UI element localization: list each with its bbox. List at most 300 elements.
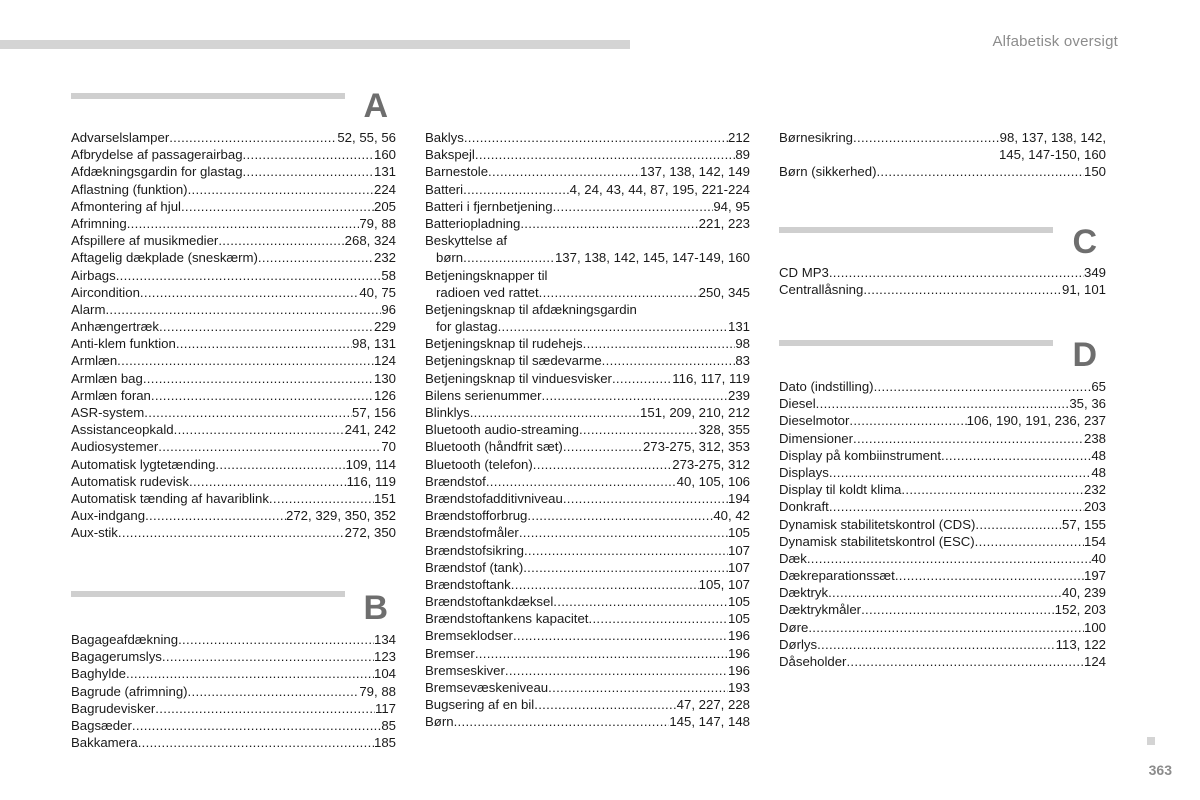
entry-term: Brændstoftank bbox=[425, 576, 511, 592]
index-entry bbox=[779, 264, 1106, 281]
index-entry bbox=[425, 146, 750, 163]
entry-term: Brændstof bbox=[425, 473, 486, 489]
dot-leader bbox=[218, 232, 344, 249]
dot-leader bbox=[132, 717, 381, 734]
entry-term: Armlæn bag bbox=[71, 370, 143, 386]
index-entry bbox=[71, 648, 396, 665]
dot-leader bbox=[817, 636, 1056, 653]
dot-leader bbox=[612, 370, 672, 387]
entry-pages: 349 bbox=[1083, 265, 1106, 280]
entry-term: Dæktrykmåler bbox=[779, 602, 862, 618]
index-entry bbox=[71, 318, 396, 335]
entry-term: børn bbox=[436, 250, 464, 266]
entry-pages: 196 bbox=[727, 662, 750, 678]
index-entry bbox=[779, 481, 1106, 498]
index-entry bbox=[425, 662, 750, 679]
dot-leader bbox=[849, 412, 966, 429]
dot-leader bbox=[243, 146, 374, 163]
dot-leader bbox=[579, 421, 699, 438]
entry-term: Bagagerumslys bbox=[71, 649, 162, 665]
index-entry bbox=[71, 163, 396, 180]
entry-term: Brændstofadditivniveau bbox=[425, 490, 563, 506]
dot-leader bbox=[464, 129, 728, 146]
index-entry bbox=[425, 713, 750, 730]
index-entry bbox=[779, 412, 1106, 429]
index-entry bbox=[71, 421, 396, 438]
entry-pages: 238 bbox=[1083, 430, 1106, 446]
dot-leader bbox=[901, 481, 1084, 498]
entry-pages: 197 bbox=[1083, 568, 1106, 584]
entry-pages: 151 bbox=[373, 490, 396, 506]
index-entry bbox=[71, 717, 396, 734]
entry-pages: 48 bbox=[1091, 447, 1106, 463]
entry-pages: 205 bbox=[373, 198, 396, 214]
entry-term: Display til koldt klima bbox=[779, 482, 902, 498]
dot-leader bbox=[534, 696, 676, 713]
dot-leader bbox=[588, 610, 728, 627]
index-entry bbox=[425, 542, 750, 559]
index-entry bbox=[71, 181, 396, 198]
dot-leader bbox=[189, 473, 347, 490]
dot-leader bbox=[816, 395, 1070, 412]
dot-leader bbox=[105, 301, 381, 318]
entry-term: Bakspejl bbox=[425, 147, 475, 163]
entry-term: Aflastning (funktion) bbox=[71, 181, 188, 197]
entry-pages: 57, 155 bbox=[1062, 516, 1106, 532]
entry-pages: 272, 350 bbox=[344, 525, 396, 541]
section-letter-c: C bbox=[1072, 223, 1097, 261]
entry-term: Dato (indstilling) bbox=[779, 379, 874, 394]
index-entry bbox=[425, 284, 750, 301]
index-entry bbox=[425, 335, 750, 352]
entry-term: Betjeningsknap til vinduesvisker bbox=[425, 370, 612, 386]
entry-pages: 134 bbox=[373, 632, 396, 647]
dot-leader bbox=[143, 370, 374, 387]
dot-leader bbox=[975, 533, 1084, 550]
index-entry bbox=[71, 683, 396, 700]
entry-term: Dynamisk stabilitetskontrol (ESC) bbox=[779, 533, 975, 549]
entry-term: Brændstofforbrug bbox=[425, 508, 528, 524]
entry-pages: 229 bbox=[373, 319, 396, 335]
dot-leader bbox=[126, 665, 374, 682]
index-entry bbox=[71, 301, 396, 318]
index-entry bbox=[71, 524, 396, 541]
index-entry bbox=[425, 163, 750, 180]
index-entry bbox=[779, 163, 1106, 180]
entry-term: Displays bbox=[779, 464, 829, 480]
entry-term: Airbags bbox=[71, 267, 116, 283]
dot-leader bbox=[874, 378, 1092, 395]
index-entry bbox=[425, 249, 750, 266]
entry-term: Bluetooth (telefon) bbox=[425, 456, 533, 472]
entry-term: Brændstoftankdæksel bbox=[425, 594, 554, 610]
entry-term: Betjeningsknapper til bbox=[425, 267, 548, 283]
entry-pages: 221, 223 bbox=[698, 215, 750, 231]
entry-term: Advarselslamper bbox=[71, 130, 170, 145]
entry-term: Armlæn foran bbox=[71, 387, 151, 403]
dot-leader bbox=[563, 438, 643, 455]
entry-term: Bagrude (afrimning) bbox=[71, 683, 188, 699]
entry-term: Bremsevæskeniveau bbox=[425, 680, 549, 695]
index-entry bbox=[71, 438, 396, 455]
entry-term: Bremseskiver bbox=[425, 662, 505, 678]
entry-pages: 273-275, 312 bbox=[672, 456, 750, 472]
entry-pages: 185 bbox=[373, 735, 396, 751]
entry-pages: 85 bbox=[381, 717, 396, 733]
entry-term: Afspillere af musikmedier bbox=[71, 233, 219, 249]
dot-leader bbox=[807, 550, 1091, 567]
entry-pages: 47, 227, 228 bbox=[676, 697, 750, 713]
entry-pages: 203 bbox=[1083, 499, 1106, 515]
entry-pages: 126 bbox=[373, 387, 396, 403]
entry-pages: 105, 107 bbox=[698, 576, 750, 592]
index-entry bbox=[425, 593, 750, 610]
entry-pages: 40 bbox=[1091, 550, 1106, 566]
dot-leader bbox=[975, 516, 1062, 533]
dot-leader bbox=[828, 584, 1062, 601]
entry-term: Afmontering af hjul bbox=[71, 198, 181, 214]
dot-leader bbox=[829, 464, 1091, 481]
dot-leader bbox=[829, 264, 1084, 281]
index-list-b-mid bbox=[425, 129, 750, 731]
dot-leader bbox=[548, 679, 728, 696]
section-rule bbox=[779, 227, 1053, 233]
dot-leader bbox=[159, 318, 374, 335]
entry-term: Batteri bbox=[425, 181, 464, 197]
index-list-c bbox=[779, 264, 1106, 298]
index-entry bbox=[425, 473, 750, 490]
entry-pages: 212 bbox=[727, 130, 750, 145]
dot-leader bbox=[488, 163, 640, 180]
dot-leader bbox=[269, 490, 374, 507]
entry-pages: 131 bbox=[373, 164, 396, 180]
dot-leader bbox=[829, 498, 1084, 515]
entry-pages: 151, 209, 210, 212 bbox=[640, 405, 750, 420]
dot-leader bbox=[243, 163, 374, 180]
entry-pages: 123 bbox=[373, 649, 396, 665]
entry-term: for glastag bbox=[436, 319, 498, 335]
dot-leader bbox=[188, 181, 374, 198]
index-entry bbox=[779, 447, 1106, 464]
dot-leader bbox=[158, 438, 381, 455]
entry-pages: 40, 42 bbox=[713, 508, 750, 524]
page-number: 363 bbox=[1148, 762, 1172, 778]
dot-leader bbox=[138, 734, 374, 751]
index-entry bbox=[779, 653, 1106, 670]
entry-term: Display på kombiinstrument bbox=[779, 447, 941, 463]
entry-pages: 107 bbox=[727, 559, 750, 575]
entry-pages: 131 bbox=[727, 319, 750, 335]
index-entry bbox=[779, 395, 1106, 412]
entry-term: Dækreparationssæt bbox=[779, 568, 895, 584]
entry-term: Bugsering af en bil bbox=[425, 697, 535, 713]
entry-pages: 57, 156 bbox=[352, 405, 396, 420]
index-entry bbox=[425, 267, 750, 284]
entry-term: Audiosystemer bbox=[71, 439, 159, 455]
index-entry bbox=[425, 404, 750, 421]
index-entry bbox=[71, 215, 396, 232]
index-entry bbox=[425, 421, 750, 438]
entry-pages: 196 bbox=[727, 628, 750, 644]
entry-term: Døre bbox=[779, 619, 809, 635]
index-entry bbox=[779, 533, 1106, 550]
entry-term: Armlæn bbox=[71, 353, 118, 369]
dot-leader bbox=[533, 456, 672, 473]
entry-pages: 98, 131 bbox=[352, 336, 396, 352]
index-entry bbox=[425, 490, 750, 507]
dot-leader bbox=[513, 627, 728, 644]
index-entry bbox=[71, 490, 396, 507]
dot-leader bbox=[145, 507, 286, 524]
dot-leader bbox=[463, 249, 555, 266]
index-entry bbox=[425, 129, 750, 146]
dot-leader bbox=[475, 645, 728, 662]
entry-term: Bilens serienummer bbox=[425, 387, 542, 403]
entry-pages: 124 bbox=[1083, 654, 1106, 669]
entry-term: Børn bbox=[425, 714, 454, 730]
dot-leader bbox=[539, 284, 699, 301]
index-entry bbox=[425, 679, 750, 696]
dot-leader bbox=[941, 447, 1091, 464]
section-rule bbox=[71, 93, 345, 99]
entry-pages: 94, 95 bbox=[713, 198, 750, 214]
dot-leader bbox=[505, 662, 728, 679]
entry-pages: 40, 105, 106 bbox=[676, 473, 750, 489]
index-entry bbox=[71, 352, 396, 369]
index-entry bbox=[779, 464, 1106, 481]
dot-leader bbox=[553, 593, 728, 610]
index-entry bbox=[425, 370, 750, 387]
entry-term: ASR-system bbox=[71, 405, 145, 420]
entry-term: Barnestole bbox=[425, 164, 489, 180]
entry-pages: 137, 138, 142, 145, 147-149, 160 bbox=[554, 250, 750, 266]
entry-pages: 109, 114 bbox=[345, 456, 396, 472]
section-rule bbox=[779, 340, 1053, 346]
index-entry bbox=[71, 267, 396, 284]
index-entry bbox=[779, 430, 1106, 447]
entry-pages: 328, 355 bbox=[698, 422, 750, 438]
index-entry bbox=[71, 665, 396, 682]
entry-pages: 196 bbox=[727, 645, 750, 661]
dot-leader bbox=[853, 129, 1000, 146]
dot-leader bbox=[563, 490, 728, 507]
entry-pages: 40, 75 bbox=[359, 284, 396, 300]
index-entry bbox=[779, 601, 1106, 618]
index-entry bbox=[425, 318, 750, 335]
entry-term: Afdækningsgardin for glastag bbox=[71, 164, 243, 180]
dot-leader bbox=[524, 542, 728, 559]
entry-term: CD MP3 bbox=[779, 265, 829, 280]
dot-leader bbox=[863, 281, 1062, 298]
entry-pages: 272, 329, 350, 352 bbox=[286, 508, 396, 524]
entry-pages: 124 bbox=[373, 353, 396, 369]
dot-leader bbox=[895, 567, 1084, 584]
dot-leader bbox=[486, 473, 677, 490]
index-entry bbox=[71, 146, 396, 163]
dot-leader bbox=[602, 352, 736, 369]
entry-pages: 154 bbox=[1083, 533, 1106, 549]
index-list-a bbox=[71, 129, 396, 542]
index-entry bbox=[425, 576, 750, 593]
entry-term: Bagageafdækning bbox=[71, 632, 179, 647]
entry-term: Dørlys bbox=[779, 636, 818, 652]
entry-pages: 100 bbox=[1083, 619, 1106, 635]
entry-term: Dæktryk bbox=[779, 585, 829, 601]
dot-leader bbox=[162, 648, 374, 665]
index-entry bbox=[71, 387, 396, 404]
corner-marker bbox=[1147, 737, 1155, 745]
dot-leader bbox=[523, 559, 728, 576]
entry-term: Bluetooth (håndfrit sæt) bbox=[425, 439, 563, 455]
entry-term: Børnesikring bbox=[779, 130, 854, 145]
section-letter-d: D bbox=[1072, 336, 1097, 374]
dot-leader bbox=[583, 335, 736, 352]
entry-pages: 150 bbox=[1083, 164, 1106, 180]
index-entry bbox=[425, 215, 750, 232]
index-entry bbox=[425, 627, 750, 644]
index-entry bbox=[779, 619, 1106, 636]
entry-term: Assistanceopkald bbox=[71, 422, 174, 438]
entry-pages: 116, 119 bbox=[346, 473, 396, 489]
entry-term: Blinklys bbox=[425, 405, 470, 420]
entry-term: Brændstofsikring bbox=[425, 542, 524, 558]
entry-term: Donkraft bbox=[779, 499, 829, 515]
dot-leader bbox=[511, 576, 699, 593]
entry-term: Dæk bbox=[779, 550, 807, 566]
entry-pages: 98, 137, 138, 142, bbox=[999, 130, 1106, 145]
index-entry bbox=[425, 456, 750, 473]
dot-leader bbox=[846, 653, 1084, 670]
entry-pages: 145, 147-150, 160 bbox=[998, 147, 1106, 163]
entry-pages: 117 bbox=[374, 700, 396, 716]
entry-term: Aux-stik bbox=[71, 525, 118, 541]
dot-leader bbox=[808, 619, 1084, 636]
dot-leader bbox=[140, 284, 359, 301]
entry-term: Betjeningsknap til afdækningsgardin bbox=[425, 301, 637, 317]
dot-leader bbox=[127, 215, 360, 232]
index-entry bbox=[425, 387, 750, 404]
dot-leader bbox=[876, 163, 1084, 180]
entry-term: Bremseklodser bbox=[425, 628, 513, 644]
entry-pages: 224 bbox=[373, 181, 396, 197]
index-entry bbox=[71, 198, 396, 215]
dot-leader bbox=[188, 683, 360, 700]
entry-pages: 70 bbox=[381, 439, 396, 455]
index-entry bbox=[425, 352, 750, 369]
entry-term: Automatisk tænding af havariblink bbox=[71, 490, 269, 506]
section-title: Alfabetisk oversigt bbox=[992, 33, 1118, 50]
entry-pages: 116, 117, 119 bbox=[672, 370, 750, 386]
entry-pages: 241, 242 bbox=[344, 422, 396, 438]
entry-pages: 40, 239 bbox=[1062, 585, 1106, 601]
dot-leader bbox=[258, 249, 374, 266]
entry-pages: 160 bbox=[373, 147, 396, 163]
entry-term: Brændstof (tank) bbox=[425, 559, 524, 575]
entry-pages: 106, 190, 191, 236, 237 bbox=[966, 413, 1106, 429]
index-entry bbox=[779, 567, 1106, 584]
index-entry bbox=[779, 146, 1106, 163]
index-entry bbox=[71, 370, 396, 387]
index-entry bbox=[425, 232, 750, 249]
entry-term: Aux-indgang bbox=[71, 508, 146, 524]
dot-leader bbox=[215, 456, 345, 473]
entry-term: radioen ved rattet bbox=[436, 284, 539, 300]
index-entry bbox=[425, 438, 750, 455]
index-entry bbox=[779, 281, 1106, 298]
entry-term: Bluetooth audio-streaming bbox=[425, 422, 579, 438]
index-entry bbox=[71, 335, 396, 352]
entry-pages: 113, 122 bbox=[1055, 636, 1106, 652]
entry-pages: 107 bbox=[727, 542, 750, 558]
entry-pages: 4, 24, 43, 44, 87, 195, 221-224 bbox=[569, 181, 750, 197]
section-letter-a: A bbox=[363, 87, 388, 125]
entry-term: Afbrydelse af passagerairbag bbox=[71, 147, 243, 163]
entry-pages: 58 bbox=[381, 267, 396, 283]
entry-term: Automatisk lygtetænding bbox=[71, 456, 216, 472]
entry-pages: 83 bbox=[735, 353, 750, 369]
entry-pages: 79, 88 bbox=[359, 215, 396, 231]
top-decorative-bar bbox=[0, 40, 630, 49]
dot-leader bbox=[181, 198, 374, 215]
entry-pages: 232 bbox=[373, 250, 396, 266]
entry-term: Alarm bbox=[71, 301, 106, 317]
dot-leader bbox=[463, 181, 569, 198]
dot-leader bbox=[470, 404, 640, 421]
index-entry bbox=[425, 696, 750, 713]
entry-term: Batteriopladning bbox=[425, 215, 521, 231]
index-entry bbox=[71, 507, 396, 524]
index-entry bbox=[425, 645, 750, 662]
entry-term: Dynamisk stabilitetskontrol (CDS) bbox=[779, 516, 976, 532]
entry-term: Bagrudevisker bbox=[71, 700, 156, 716]
index-entry bbox=[71, 404, 396, 421]
dot-leader bbox=[454, 713, 670, 730]
dot-leader bbox=[117, 352, 374, 369]
entry-pages: 105 bbox=[727, 525, 750, 541]
entry-pages: 65 bbox=[1091, 379, 1106, 394]
entry-term: Diesel bbox=[779, 396, 816, 412]
entry-pages: 273-275, 312, 353 bbox=[642, 439, 750, 455]
index-entry bbox=[779, 516, 1106, 533]
dot-leader bbox=[155, 700, 375, 717]
dot-leader bbox=[144, 404, 352, 421]
dot-leader bbox=[542, 387, 728, 404]
entry-term: Betjeningsknap til rudehejs bbox=[425, 336, 583, 352]
index-entry bbox=[425, 559, 750, 576]
dot-leader bbox=[174, 421, 345, 438]
dot-leader bbox=[553, 198, 714, 215]
entry-term: Dåseholder bbox=[779, 654, 847, 669]
entry-term: Dieselmotor bbox=[779, 413, 850, 429]
entry-term: Bremser bbox=[425, 645, 475, 661]
dot-leader bbox=[151, 387, 374, 404]
dot-leader bbox=[520, 215, 698, 232]
index-entry bbox=[71, 129, 396, 146]
dot-leader bbox=[118, 524, 345, 541]
entry-pages: 98 bbox=[735, 336, 750, 352]
dot-leader bbox=[519, 524, 728, 541]
entry-term: Aircondition bbox=[71, 284, 140, 300]
index-entry bbox=[71, 631, 396, 648]
entry-term: Dimensioner bbox=[779, 430, 854, 446]
entry-pages: 35, 36 bbox=[1069, 396, 1106, 412]
index-entry bbox=[71, 284, 396, 301]
index-entry bbox=[425, 524, 750, 541]
entry-pages: 193 bbox=[727, 680, 750, 695]
entry-pages: 152, 203 bbox=[1054, 602, 1106, 618]
index-entry bbox=[779, 550, 1106, 567]
index-entry bbox=[779, 584, 1106, 601]
